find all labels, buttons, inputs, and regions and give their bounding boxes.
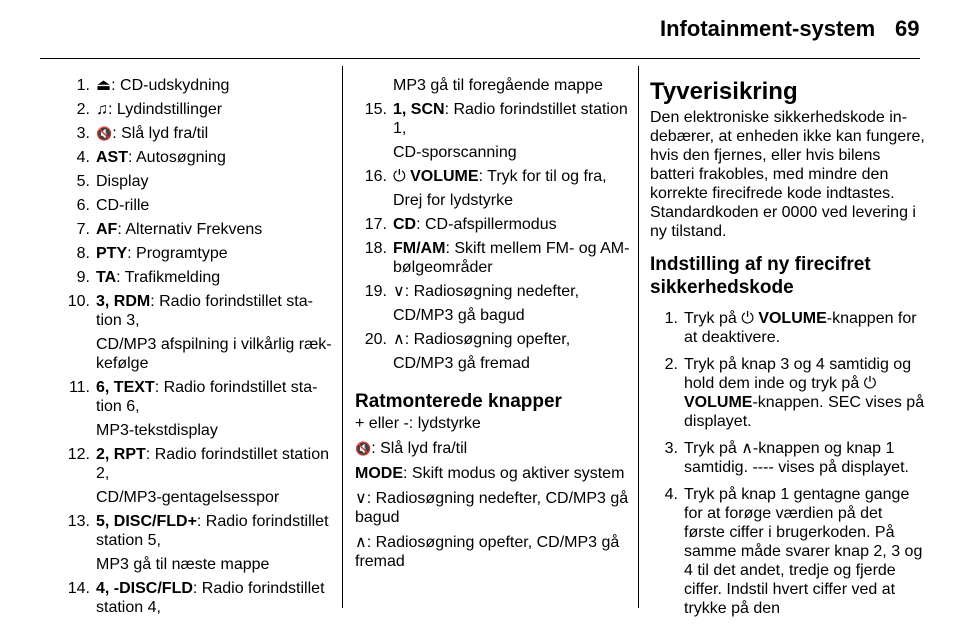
list-item: 3. Tryk på ∧-knappen og knap 1 samtidig. ---- vises på displayet.: [664, 440, 909, 476]
paragraph: Den elektroniske sikkerhedskode indebærer, at enheden ikke kan fungere, hvis den fjernes, eller hvis bilens batteri frakobles, med mindre den korrekte firecifrede kode indtastes. Standardkoden er 0000 ved levering i ny tilstand.: [650, 109, 925, 240]
list-item-detail: CD/MP3-gentagelsesspor: [96, 489, 280, 506]
list-item-detail: CD/MP3 afspilning i vilkårlig rækkefølge: [96, 336, 332, 372]
eject-icon: ⏏: [96, 77, 112, 94]
list-item: 13. 5, DISC/FLD+: Radio forindstillet station 5,: [67, 513, 329, 549]
list-item: 2. ♫: Lydindstillinger: [76, 101, 223, 118]
chevron-down-icon: ∨: [355, 490, 367, 507]
list-item: 17. CD: CD-afspillermodus: [364, 216, 557, 233]
column-divider-2: [638, 66, 639, 608]
list-item: 14. 4, -DISC/FLD: Radio forindstillet station 4,: [67, 580, 325, 616]
paragraph: MODE: Skift modus og aktiver system: [355, 465, 625, 482]
list-item-detail: CD/MP3 gå fremad: [393, 355, 530, 372]
list-item: 4. Tryk på knap 1 gentagne gange for at forøge værdien på det første ciffer i brugerkoden. På samme måde svarer knap 2, 3 og 4 til det andet, tredje og fjerde ciffer. Indstil hvert ciffer ved at trykke på den: [664, 486, 923, 617]
chevron-up-icon: ∧: [355, 534, 367, 551]
header-rule: [40, 58, 920, 59]
paragraph: ∨: Radiosøgning nedefter, CD/MP3 gå bagud: [355, 490, 629, 526]
column-3: [650, 78, 925, 623]
list-item-detail: MP3 gå til foregående mappe: [393, 77, 603, 94]
column-divider-1: [342, 66, 343, 608]
list-item: 1. Tryk på ⏻ VOLUME-knappen for at deaktivere.: [664, 310, 917, 346]
list-item: 3. 🔇: Slå lyd fra/til: [76, 125, 209, 142]
page-number: 69: [895, 16, 920, 41]
paragraph: + eller -: lydstyrke: [355, 415, 481, 432]
subsection-heading: Indstilling af ny firecifret sikkerhedskode: [650, 254, 871, 298]
column-1: [58, 76, 333, 622]
list-item-detail: CD-sporscanning: [393, 144, 517, 161]
column-2: [355, 76, 633, 577]
list-item: 6. CD-rille: [76, 197, 150, 214]
list-item: 19. ∨: Radiosøgning nedefter,: [364, 283, 580, 300]
paragraph: 🔇: Slå lyd fra/til: [355, 440, 468, 457]
header-title: Infotainment-system: [660, 16, 876, 41]
mute-icon: 🔇: [96, 126, 113, 141]
list-item: 15. 1, SCN: Radio forindstillet station 1,: [364, 101, 628, 137]
steps-list: [650, 309, 925, 618]
list-item: 12. 2, RPT: Radio forindstillet station 2,: [67, 446, 329, 482]
list-item: 4. AST: Autosøgning: [76, 149, 226, 166]
section-heading: Tyverisikring: [650, 78, 798, 105]
paragraph: ∧: Radiosøgning opefter, CD/MP3 gå fremad: [355, 534, 620, 570]
list-item-detail: MP3-tekstdisplay: [96, 422, 218, 439]
list-item: 11. 6, TEXT: Radio forindstillet station 6,: [68, 379, 318, 415]
list-item: 18. FM/AM: Skift mellem FM- og AM-bølgeområder: [364, 240, 630, 276]
list-item: 8. PTY: Programtype: [76, 245, 228, 262]
list-item-detail: Drej for lydstyrke: [393, 192, 514, 209]
power-icon: ⏻: [863, 375, 877, 392]
list-item: 9. TA: Trafikmelding: [76, 269, 221, 286]
list-item: 10. 3, RDM: Radio forindstillet station 3,: [67, 293, 313, 329]
section-heading: Ratmonterede knapper: [355, 391, 562, 412]
mute-icon: 🔇: [355, 441, 372, 456]
music-note-icon: ♫: [96, 101, 108, 118]
chevron-up-icon: ∧: [741, 440, 753, 457]
list-item-detail: CD/MP3 gå bagud: [393, 307, 525, 324]
list-item: 2. Tryk på knap 3 og 4 samtidig og hold dem inde og tryk på ⏻ VOLUME-knappen. SEC vises på displayet.: [664, 356, 925, 430]
power-icon: ⏻: [741, 310, 754, 327]
power-icon: ⏻: [393, 168, 406, 185]
list-item: 7. AF: Alternativ Frekvens: [76, 221, 263, 238]
chevron-up-icon: ∧: [393, 331, 405, 348]
list-item: 5. Display: [76, 173, 149, 190]
list-item: 1. ⏏: CD-udskydning: [76, 77, 230, 94]
chevron-down-icon: ∨: [393, 283, 405, 300]
list-item: 16. ⏻ VOLUME: Tryk for til og fra,: [364, 168, 607, 185]
list-item: 20. ∧: Radiosøgning opefter,: [364, 331, 571, 348]
list-item-detail: MP3 gå til næste mappe: [96, 556, 270, 573]
